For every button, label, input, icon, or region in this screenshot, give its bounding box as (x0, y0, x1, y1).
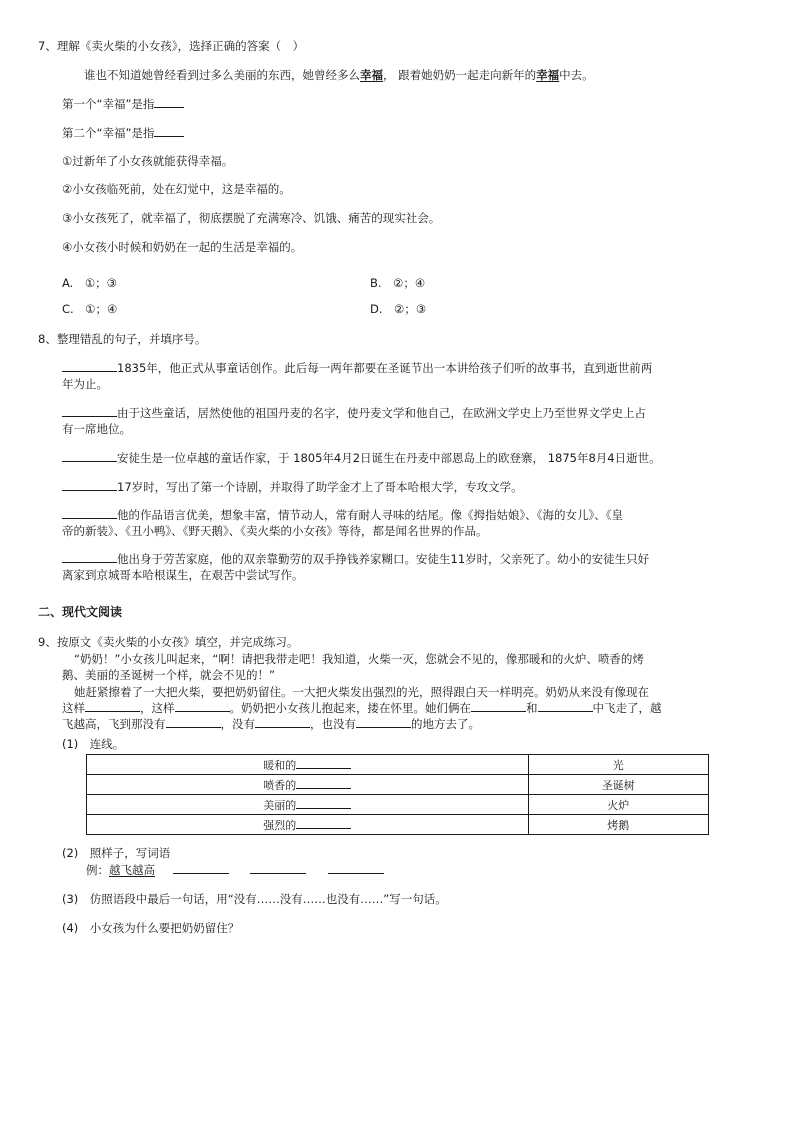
q7-option-a[interactable]: A. ①；③ (62, 276, 117, 290)
table-blank[interactable] (296, 777, 351, 789)
q9-blank-1[interactable] (85, 700, 140, 712)
table-row (87, 815, 709, 835)
q7-option-b[interactable]: B. ②；④ (370, 276, 426, 290)
cell-left-text: 暖和的 (263, 758, 297, 772)
q9-passage-line4 (62, 700, 662, 716)
q7-line1-text: 第一个“幸福”是指 (62, 97, 155, 111)
q8-sentence-2-text: 由于这些童话，居然使他的祖国丹麦的名字，使丹麦文学和他自己，在欧洲文学史上乃至世界文学史上占 (117, 406, 646, 420)
q9-line5-text-1: 飞越高，飞到那没有 (62, 717, 166, 731)
q9-passage-line1: “奶奶！”小女孩儿叫起来，“啊！请把我带走吧！我知道，火柴一灭，您就会不见的，像那暖和的火炉、喷香的烤 (74, 652, 644, 666)
q9-passage-line2: 鹅、美丽的圣诞树一个样，就会不见的！” (62, 668, 275, 682)
q8-sentence-1 (62, 360, 652, 376)
q8-sentence-6-text: 他出身于劳苦家庭，他的双亲靠勤劳的双手挣钱养家糊口。安徒生11岁时，父亲死了。幼小的安徒生只好 (117, 552, 650, 566)
q7-statement-3: ③小女孩死了，就幸福了，彻底摆脱了充满寒冷、饥饿、痛苦的现实社会。 (62, 211, 441, 225)
q8-sentence-6 (62, 551, 649, 567)
q9-blank-7[interactable] (356, 716, 411, 728)
q7-passage-part-a: 谁也不知道她曾经看到过多么美丽的东西，她曾经多么 (84, 68, 360, 82)
q7-option-c[interactable]: C. ①；④ (62, 302, 118, 316)
q9-passage-line3: 她赶紧擦着了一大把火柴，要把奶奶留住。一大把火柴发出强烈的光，照得跟白天一样明亮。奶奶从来没有像现在 (74, 685, 649, 699)
q9-blank-6[interactable] (255, 716, 310, 728)
q9-line5-text-4: 的地方去了。 (411, 717, 480, 731)
section-heading: 二、现代文阅读 (38, 605, 123, 619)
q7-passage (84, 67, 594, 83)
table-cell-right[interactable]: 烤鹅 (528, 815, 708, 835)
q8-sentence-1-cont: 年为止。 (62, 377, 108, 391)
q7-line2 (62, 125, 184, 141)
word-blank-1[interactable] (173, 862, 229, 874)
q8-sentence-2 (62, 405, 646, 421)
table-cell-right[interactable]: 火炉 (528, 795, 708, 815)
q9-line4-text-3: 。奶奶把小女孩儿抱起来，搂在怀里。她们俩在 (229, 701, 471, 715)
q9-passage-line5 (62, 716, 480, 732)
q8-blank-4[interactable] (62, 479, 117, 491)
q7-line2-blank[interactable] (154, 125, 184, 137)
q7-line1 (62, 96, 184, 112)
q7-statement-4: ④小女孩小时候和奶奶在一起的生活是幸福的。 (62, 240, 303, 254)
q7-passage-part-c: 中去。 (559, 68, 594, 82)
table-cell-left[interactable] (87, 775, 529, 795)
q9-blank-3[interactable] (471, 700, 526, 712)
table-row (87, 755, 709, 775)
q8-sentence-1-text: 1835年，他正式从事童话创作。此后每一两年都要在圣诞节出一本讲给孩子们听的故事书，直到逝世前两 (117, 361, 653, 375)
word-blank-2[interactable] (250, 862, 306, 874)
table-blank[interactable] (296, 757, 351, 769)
q8-sentence-3-text: 安徒生是一位卓越的童话作家，于 1805年4月2日诞生在丹麦中部恩岛上的欧登寨， 1875年8月4日逝世。 (117, 451, 661, 465)
table-blank[interactable] (296, 797, 351, 809)
q9-line4-text-4: 和 (526, 701, 538, 715)
table-blank[interactable] (296, 817, 351, 829)
q9-sub2: (2) 照样子，写词语 (62, 846, 171, 860)
q9-line5-text-2: ，没有 (220, 717, 255, 731)
q9-sub3: (3) 仿照语段中最后一句话，用“没有……没有……也没有……”写一句话。 (62, 892, 447, 906)
cell-left-text: 美丽的 (263, 798, 297, 812)
q8-title: 8、整理错乱的句子，并填序号。 (38, 332, 207, 346)
table-row (87, 795, 709, 815)
q7-statement-1: ①过新年了小女孩就能获得幸福。 (62, 154, 234, 168)
q9-blank-5[interactable] (166, 716, 221, 728)
q9-title: 9、按原文《卖火柴的小女孩》填空，并完成练习。 (38, 635, 299, 649)
table-cell-right[interactable]: 圣诞树 (528, 775, 708, 795)
q7-statement-2: ②小女孩临死前，处在幻觉中，这是幸福的。 (62, 182, 291, 196)
table-row (87, 775, 709, 795)
q8-blank-6[interactable] (62, 551, 117, 563)
table-cell-right[interactable]: 光 (528, 755, 708, 775)
q9-sub1: (1) 连线。 (62, 737, 125, 751)
q9-example (86, 862, 384, 878)
table-cell-left[interactable] (87, 815, 529, 835)
q9-line5-text-3: ，也没有 (310, 717, 356, 731)
q8-sentence-5-text: 他的作品语言优美，想象丰富，情节动人，常有耐人寻味的结尾。像《拇指姑娘》、《海的女儿》、《皇 (117, 508, 623, 522)
matching-table (86, 754, 709, 835)
q8-blank-5[interactable] (62, 507, 117, 519)
q8-sentence-3 (62, 450, 661, 466)
q8-blank-2[interactable] (62, 405, 117, 417)
q9-line4-text-2: ，这样 (140, 701, 175, 715)
q8-sentence-5-cont: 帝的新装》、《丑小鸭》、《野天鹅》、《卖火柴的小女孩》等待，都是闻名世界的作品。 (62, 524, 488, 538)
q7-passage-word1: 幸福 (360, 68, 383, 82)
example-word: 越飞越高 (109, 863, 155, 877)
q7-passage-part-b: ， 跟着她奶奶一起走向新年的 (383, 68, 537, 82)
q9-line4-text-1: 这样 (62, 701, 85, 715)
q7-line1-blank[interactable] (154, 96, 184, 108)
q8-sentence-4-text: 17岁时，写出了第一个诗剧，并取得了助学金才上了哥本哈根大学，专攻文学。 (117, 480, 523, 494)
q8-blank-3[interactable] (62, 450, 117, 462)
q9-blank-4[interactable] (538, 700, 593, 712)
table-cell-left[interactable] (87, 795, 529, 815)
q7-option-d[interactable]: D. ②；③ (370, 302, 427, 316)
q8-sentence-5 (62, 507, 623, 523)
q9-sub4: (4) 小女孩为什么要把奶奶留住？ (62, 921, 240, 935)
q8-sentence-2-cont: 有一席地位。 (62, 422, 131, 436)
q8-sentence-4 (62, 479, 523, 495)
cell-left-text: 强烈的 (263, 818, 297, 832)
cell-left-text: 喷香的 (263, 778, 297, 792)
q8-sentence-6-cont: 离家到京城哥本哈根谋生，在艰苦中尝试写作。 (62, 568, 304, 582)
q7-line2-text: 第二个“幸福”是指 (62, 126, 155, 140)
q7-title: 7、理解《卖火柴的小女孩》，选择正确的答案（ ） (38, 39, 305, 53)
q7-passage-word2: 幸福 (536, 68, 560, 82)
q9-line4-text-5: 中飞走了，越 (592, 701, 662, 715)
example-label: 例： (86, 863, 109, 877)
table-cell-left[interactable] (87, 755, 529, 775)
word-blank-3[interactable] (328, 862, 384, 874)
q9-blank-2[interactable] (175, 700, 230, 712)
q8-blank-1[interactable] (62, 360, 117, 372)
